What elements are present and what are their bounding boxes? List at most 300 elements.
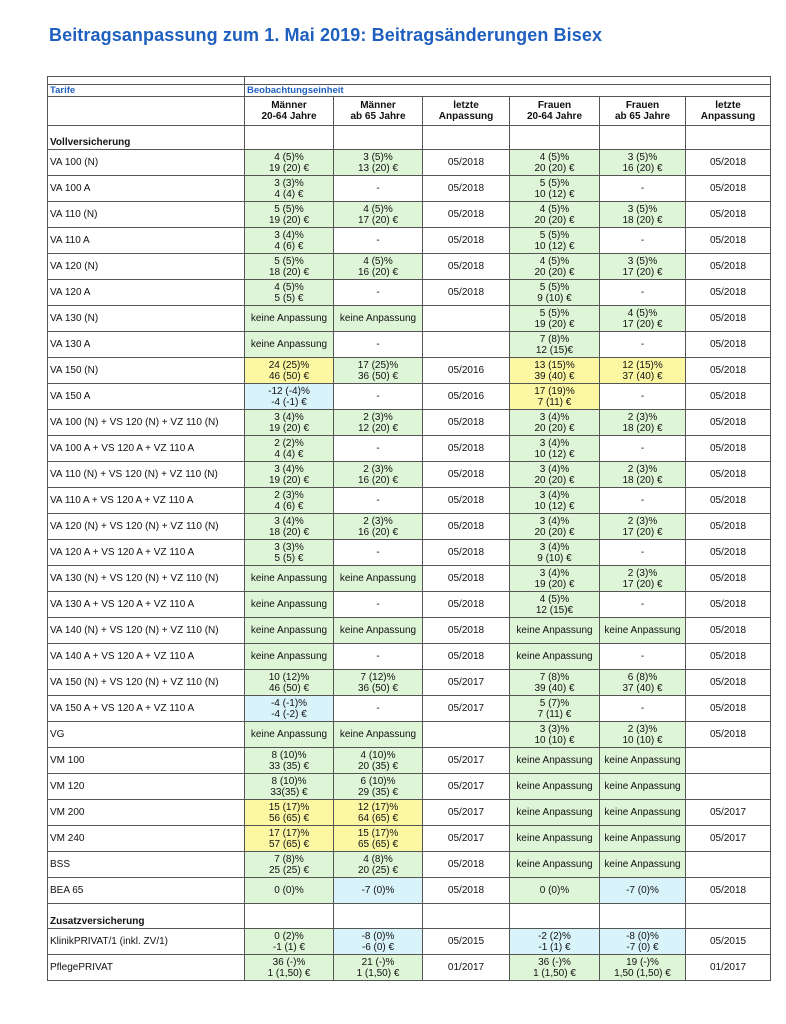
cell-line: 05/2017 <box>447 807 485 818</box>
change-cell <box>600 410 686 436</box>
cell-line: 17 (20) € <box>357 214 399 226</box>
last-adjustment-cell <box>423 436 510 462</box>
change-cell <box>245 202 334 228</box>
cell-line: 5 (5)% <box>274 203 304 215</box>
cell-line: 05/2017 <box>709 833 747 844</box>
cell-line: 05/2018 <box>447 547 485 558</box>
cell-line: 20 (20) € <box>534 526 575 538</box>
change-cell <box>600 150 686 176</box>
cell-line: 05/2018 <box>447 651 485 662</box>
premium-table <box>47 76 771 981</box>
change-cell <box>510 410 600 436</box>
cell-line: 3 (3)% <box>539 723 570 735</box>
cell-line: 10 (12) € <box>534 188 575 200</box>
change-cell <box>510 306 600 332</box>
last-adjustment-cell <box>686 436 771 462</box>
section-header-row <box>48 126 771 150</box>
change-cell <box>510 929 600 955</box>
last-adjustment-cell <box>423 592 510 618</box>
change-cell <box>245 358 334 384</box>
cell-line: keine Anpassung <box>250 651 328 662</box>
cell-line: -7 (0) € <box>626 941 659 953</box>
cell-line: 36 (-)% <box>272 956 306 968</box>
change-cell <box>245 592 334 618</box>
cell-line: 05/2017 <box>447 703 485 714</box>
cell-line: 17 (20) € <box>622 578 663 590</box>
change-cell <box>334 540 423 566</box>
tarif-name: VA 110 A <box>48 228 245 254</box>
table-row <box>48 852 771 878</box>
cell-line: 05/2018 <box>709 365 747 376</box>
tarif-name: VA 100 A + VS 120 A + VZ 110 A <box>48 436 245 462</box>
section-label: Vollversicherung <box>48 126 245 150</box>
cell-line: -1 (1) € <box>272 941 306 953</box>
last-adjustment-cell <box>423 514 510 540</box>
last-adjustment-cell <box>686 722 771 748</box>
change-cell <box>600 514 686 540</box>
cell-line: 2 (3)% <box>627 463 658 475</box>
cell-line: 56 (65) € <box>268 812 310 824</box>
cell-line: 39 (40) € <box>534 370 575 382</box>
cell-line: keine Anpassung <box>604 807 681 818</box>
cell-line: keine Anpassung <box>516 625 593 636</box>
last-adjustment-cell <box>423 748 510 774</box>
change-cell <box>510 592 600 618</box>
table-row <box>48 384 771 410</box>
cell-line: - <box>376 547 380 558</box>
cell-line: 2 (3)% <box>363 411 393 423</box>
change-cell <box>245 306 334 332</box>
cell-line: 17 (20) € <box>622 266 663 278</box>
empty-cell <box>423 904 510 929</box>
tarif-name: VA 100 (N) <box>48 150 245 176</box>
last-adjustment-cell <box>423 384 510 410</box>
cell-line: 65 (65) € <box>357 838 399 850</box>
cell-line: 05/2018 <box>447 261 485 272</box>
last-adjustment-cell <box>423 670 510 696</box>
change-cell <box>245 618 334 644</box>
cell-line: - <box>376 495 380 506</box>
cell-line: 4 (5)% <box>274 151 304 163</box>
change-cell <box>510 566 600 592</box>
change-cell <box>600 774 686 800</box>
last-adjustment-cell <box>423 488 510 514</box>
last-adjustment-cell <box>423 540 510 566</box>
last-adjustment-cell <box>686 826 771 852</box>
change-cell <box>245 410 334 436</box>
change-cell <box>334 722 423 748</box>
change-cell <box>245 462 334 488</box>
change-cell <box>334 202 423 228</box>
change-cell <box>334 332 423 358</box>
column-header-line: Frauen <box>537 100 572 111</box>
cell-line: 37 (40) € <box>622 370 663 382</box>
page-title: Beitragsanpassung zum 1. Mai 2019: Beitragsänderungen Bisex <box>49 25 603 45</box>
last-adjustment-cell <box>423 462 510 488</box>
cell-line: 20 (25) € <box>357 864 399 876</box>
change-cell <box>600 540 686 566</box>
change-cell <box>510 878 600 904</box>
change-cell <box>600 254 686 280</box>
change-cell <box>334 748 423 774</box>
cell-line: 19 (20) € <box>268 214 310 226</box>
cell-line: 3 (3)% <box>274 541 304 553</box>
cell-line: 3 (4)% <box>274 411 304 423</box>
last-adjustment-cell <box>686 566 771 592</box>
change-cell <box>245 722 334 748</box>
cell-line: 24 (25)% <box>268 359 310 371</box>
last-adjustment-cell <box>423 358 510 384</box>
last-adjustment-cell <box>686 800 771 826</box>
cell-line: 3 (5)% <box>627 203 658 215</box>
cell-line: 05/2018 <box>709 157 747 168</box>
cell-line: 05/2018 <box>709 391 747 402</box>
last-adjustment-cell <box>423 176 510 202</box>
table-row <box>48 462 771 488</box>
header-spacer <box>245 77 771 85</box>
cell-line: - <box>640 235 645 246</box>
cell-line: 3 (4)% <box>539 567 570 579</box>
change-cell <box>334 826 423 852</box>
cell-line: 05/2018 <box>447 469 485 480</box>
cell-line: keine Anpassung <box>339 573 417 584</box>
cell-line: - <box>376 339 380 350</box>
change-cell <box>334 228 423 254</box>
last-adjustment-cell <box>686 358 771 384</box>
cell-line: 12 (20) € <box>357 422 399 434</box>
last-adjustment-cell <box>686 748 771 774</box>
last-adjustment-cell <box>423 955 510 981</box>
cell-line: 05/2017 <box>447 755 485 766</box>
cell-line: 17 (25)% <box>357 359 399 371</box>
change-cell <box>334 150 423 176</box>
cell-line: 05/2018 <box>447 443 485 454</box>
cell-line: 3 (4)% <box>539 437 570 449</box>
table-row <box>48 410 771 436</box>
cell-line: 16 (20) € <box>357 474 399 486</box>
table-row <box>48 696 771 722</box>
last-adjustment-cell <box>423 306 510 332</box>
last-adjustment-cell <box>686 410 771 436</box>
change-cell <box>600 280 686 306</box>
cell-line: 05/2018 <box>447 183 485 194</box>
cell-line: 12 (15)% <box>622 359 663 371</box>
column-header-5 <box>600 97 686 126</box>
cell-line: 3 (4)% <box>539 489 570 501</box>
cell-line: keine Anpassung <box>339 729 417 740</box>
change-cell <box>245 929 334 955</box>
last-adjustment-cell <box>686 955 771 981</box>
cell-line: - <box>640 287 645 298</box>
change-cell <box>334 306 423 332</box>
cell-line: keine Anpassung <box>250 599 328 610</box>
last-adjustment-cell <box>686 332 771 358</box>
last-adjustment-cell <box>686 228 771 254</box>
cell-line: 20 (35) € <box>357 760 399 772</box>
cell-line: 5 (7)% <box>539 697 570 709</box>
cell-line: -1 (1) € <box>538 941 571 953</box>
cell-line: keine Anpassung <box>516 833 593 844</box>
cell-line: - <box>640 547 645 558</box>
cell-line: 05/2018 <box>709 287 747 298</box>
cell-line: 05/2017 <box>447 677 485 688</box>
change-cell <box>334 929 423 955</box>
cell-line: 5 (5) € <box>274 552 304 564</box>
change-cell <box>334 566 423 592</box>
cell-line: 10 (10) € <box>622 734 663 746</box>
cell-line: 05/2018 <box>447 157 485 168</box>
cell-line: 01/2017 <box>709 962 747 973</box>
cell-line: 5 (5)% <box>539 177 570 189</box>
cell-line: - <box>376 703 380 714</box>
cell-line: -8 (0)% <box>626 930 659 942</box>
last-adjustment-cell <box>686 202 771 228</box>
table-row <box>48 592 771 618</box>
cell-line: 3 (5)% <box>363 151 393 163</box>
tarif-name: VG <box>48 722 245 748</box>
cell-line: 05/2018 <box>709 521 747 532</box>
table-row <box>48 280 771 306</box>
change-cell <box>600 462 686 488</box>
change-cell <box>510 540 600 566</box>
cell-line: 16 (20) € <box>357 526 399 538</box>
tarif-name: VA 120 (N) + VS 120 (N) + VZ 110 (N) <box>48 514 245 540</box>
cell-line: 3 (4)% <box>274 463 304 475</box>
cell-line: 05/2018 <box>709 469 747 480</box>
cell-line: 3 (4)% <box>539 463 570 475</box>
cell-line: 2 (3)% <box>627 515 658 527</box>
table-body <box>48 77 771 981</box>
cell-line: -6 (0) € <box>361 941 395 953</box>
change-cell <box>334 618 423 644</box>
section-label: Zusatzversicherung <box>48 904 245 929</box>
empty-cell <box>686 126 771 150</box>
cell-line: 12 (15)€ <box>535 604 574 616</box>
table-row <box>48 644 771 670</box>
cell-line: 2 (3)% <box>627 411 658 423</box>
tarif-name: VA 110 (N) + VS 120 (N) + VZ 110 (N) <box>48 462 245 488</box>
cell-line: keine Anpassung <box>516 781 593 792</box>
tarife-header: Tarife <box>48 85 245 97</box>
tarif-name: VA 150 (N) + VS 120 (N) + VZ 110 (N) <box>48 670 245 696</box>
cell-line: 3 (3)% <box>274 177 304 189</box>
column-header-line: Männer <box>360 100 396 111</box>
header-spacer <box>48 77 245 85</box>
empty-cell <box>245 126 334 150</box>
cell-line: 20 (20) € <box>534 266 575 278</box>
cell-line: 20 (20) € <box>534 214 575 226</box>
change-cell <box>600 748 686 774</box>
cell-line: keine Anpassung <box>604 755 681 766</box>
cell-line: 05/2018 <box>709 339 747 350</box>
cell-line: - <box>640 339 645 350</box>
cell-line: 0 (0)% <box>539 885 570 896</box>
empty-cell <box>334 904 423 929</box>
change-cell <box>334 436 423 462</box>
column-header-line: 20-64 Jahre <box>261 111 317 122</box>
last-adjustment-cell <box>423 644 510 670</box>
cell-line: 05/2018 <box>709 703 747 714</box>
cell-line: 05/2018 <box>709 625 747 636</box>
empty-cell <box>245 904 334 929</box>
change-cell <box>334 955 423 981</box>
change-cell <box>245 228 334 254</box>
cell-line: 18 (20) € <box>268 266 310 278</box>
change-cell <box>245 878 334 904</box>
empty-cell <box>600 126 686 150</box>
table-row <box>48 228 771 254</box>
cell-line: 3 (4)% <box>539 541 570 553</box>
last-adjustment-cell <box>686 280 771 306</box>
change-cell <box>510 384 600 410</box>
column-header-line: ab 65 Jahre <box>614 111 671 122</box>
cell-line: 05/2018 <box>709 885 747 896</box>
change-cell <box>510 202 600 228</box>
change-cell <box>600 384 686 410</box>
cell-line: 36 (50) € <box>357 370 399 382</box>
cell-line: 05/2018 <box>447 599 485 610</box>
cell-line: 7 (11) € <box>537 396 572 408</box>
cell-line: 05/2018 <box>709 495 747 506</box>
cell-line: keine Anpassung <box>604 859 681 870</box>
change-cell <box>334 644 423 670</box>
table-row <box>48 488 771 514</box>
change-cell <box>334 800 423 826</box>
cell-line: 05/2018 <box>709 235 747 246</box>
change-cell <box>510 436 600 462</box>
change-cell <box>510 176 600 202</box>
tarif-name: VA 120 A + VS 120 A + VZ 110 A <box>48 540 245 566</box>
cell-line: 05/2018 <box>709 417 747 428</box>
table-row <box>48 150 771 176</box>
cell-line: 3 (4)% <box>274 229 304 241</box>
last-adjustment-cell <box>423 280 510 306</box>
cell-line: - <box>640 443 645 454</box>
empty-cell <box>686 904 771 929</box>
tarif-name: VA 130 A + VS 120 A + VZ 110 A <box>48 592 245 618</box>
cell-line: keine Anpassung <box>516 807 593 818</box>
table-row <box>48 670 771 696</box>
cell-line: 05/2018 <box>447 495 485 506</box>
cell-line: 18 (20) € <box>622 422 663 434</box>
cell-line: - <box>640 391 645 402</box>
change-cell <box>510 826 600 852</box>
cell-line: - <box>376 599 380 610</box>
cell-line: 5 (5)% <box>539 281 570 293</box>
column-header-line: Männer <box>271 100 307 111</box>
tarif-name: VA 150 (N) <box>48 358 245 384</box>
cell-line: keine Anpassung <box>250 625 328 636</box>
column-header-line: Anpassung <box>700 111 756 122</box>
section-header-row <box>48 904 771 929</box>
cell-line: 3 (4)% <box>539 411 570 423</box>
tarif-name: VA 140 (N) + VS 120 (N) + VZ 110 (N) <box>48 618 245 644</box>
last-adjustment-cell <box>423 722 510 748</box>
last-adjustment-cell <box>423 852 510 878</box>
cell-line: 05/2018 <box>709 443 747 454</box>
cell-line: 25 (25) € <box>268 864 310 876</box>
table-row <box>48 722 771 748</box>
last-adjustment-cell <box>423 410 510 436</box>
cell-line: 4 (5)% <box>539 151 570 163</box>
cell-line: 05/2015 <box>709 936 747 947</box>
last-adjustment-cell <box>423 696 510 722</box>
change-cell <box>510 332 600 358</box>
change-cell <box>245 150 334 176</box>
empty-cell <box>510 904 600 929</box>
change-cell <box>334 176 423 202</box>
cell-line: -2 (2)% <box>538 930 571 942</box>
cell-line: 05/2015 <box>447 936 485 947</box>
cell-line: 18 (20) € <box>622 474 663 486</box>
table-row <box>48 826 771 852</box>
change-cell <box>510 800 600 826</box>
table-row <box>48 929 771 955</box>
cell-line: 05/2018 <box>447 625 485 636</box>
cell-line: 12 (15)€ <box>535 344 574 356</box>
cell-line: 21 (-)% <box>361 956 395 968</box>
beobachtungseinheit-header: Beobachtungseinheit <box>245 85 771 97</box>
last-adjustment-cell <box>686 514 771 540</box>
last-adjustment-cell <box>686 176 771 202</box>
tarif-name: VM 120 <box>48 774 245 800</box>
last-adjustment-cell <box>686 592 771 618</box>
change-cell <box>334 358 423 384</box>
cell-line: 4 (6) € <box>274 240 304 252</box>
cell-line: 05/2018 <box>709 651 747 662</box>
cell-line: 9 (10) € <box>537 552 572 564</box>
cell-line: 19 (20) € <box>268 422 310 434</box>
change-cell <box>334 696 423 722</box>
cell-line: keine Anpassung <box>339 313 417 324</box>
cell-line: keine Anpassung <box>516 859 593 870</box>
cell-line: 29 (35) € <box>357 786 399 798</box>
cell-line: 18 (20) € <box>622 214 663 226</box>
table-row <box>48 800 771 826</box>
cell-line: - <box>376 391 380 402</box>
cell-line: 2 (3)% <box>627 723 658 735</box>
table-row <box>48 332 771 358</box>
cell-line: 7 (12)% <box>360 671 396 683</box>
cell-line: 05/2018 <box>709 313 747 324</box>
change-cell <box>600 644 686 670</box>
last-adjustment-cell <box>423 878 510 904</box>
cell-line: 13 (15)% <box>534 359 575 371</box>
column-header-2 <box>334 97 423 126</box>
change-cell <box>245 540 334 566</box>
last-adjustment-cell <box>686 929 771 955</box>
last-adjustment-cell <box>686 384 771 410</box>
column-header-6 <box>686 97 771 126</box>
cell-line: 2 (2)% <box>274 437 304 449</box>
cell-line: 4 (6) € <box>274 500 304 512</box>
change-cell <box>245 254 334 280</box>
change-cell <box>245 748 334 774</box>
cell-line: 10 (12) € <box>534 240 575 252</box>
change-cell <box>600 358 686 384</box>
change-cell <box>600 566 686 592</box>
tarif-name: VA 100 A <box>48 176 245 202</box>
cell-line: 17 (20) € <box>622 526 663 538</box>
tarif-name: VA 140 A + VS 120 A + VZ 110 A <box>48 644 245 670</box>
last-adjustment-cell <box>423 228 510 254</box>
last-adjustment-cell <box>686 644 771 670</box>
cell-line: -4 (-2) € <box>271 708 307 720</box>
change-cell <box>510 644 600 670</box>
cell-line: 4 (4) € <box>274 188 304 200</box>
cell-line: 1 (1,50) € <box>356 967 400 979</box>
cell-line: 05/2018 <box>709 599 747 610</box>
